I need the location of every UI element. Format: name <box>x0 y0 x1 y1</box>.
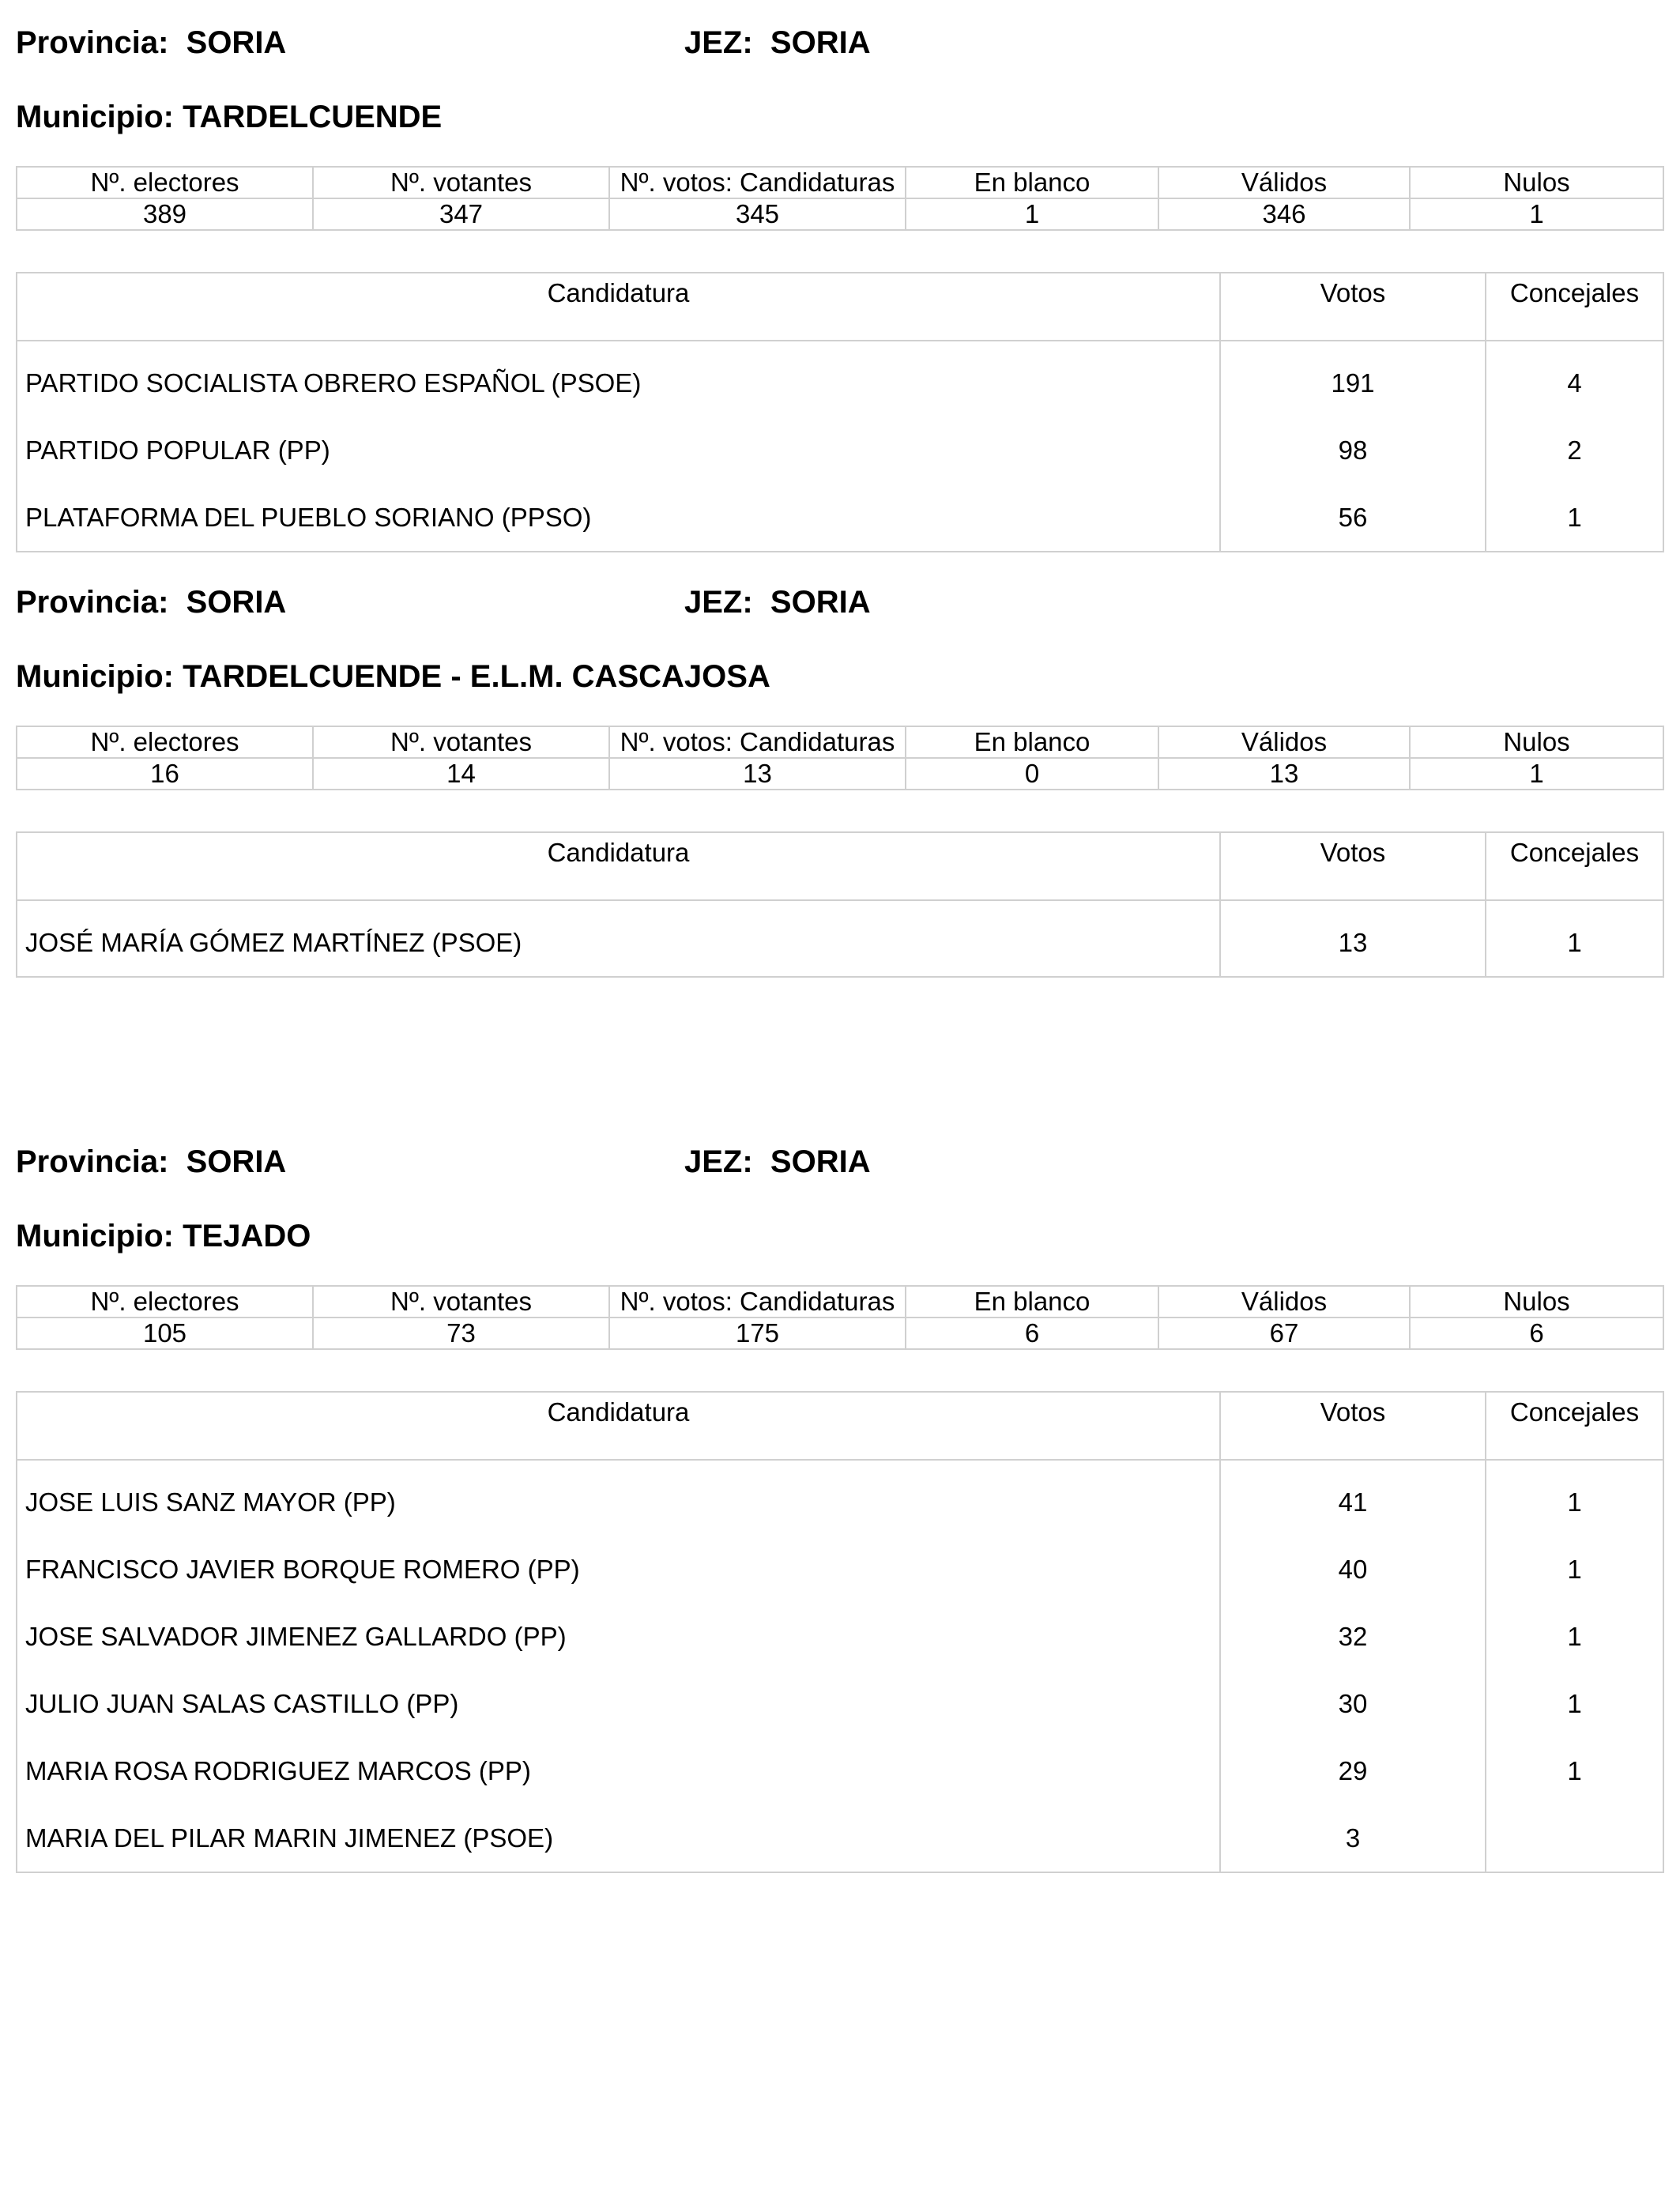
votos-value: 40 <box>1220 1536 1486 1603</box>
provincia-header <box>16 24 286 62</box>
concejales-value: 1 <box>1486 484 1663 552</box>
municipio-header <box>16 658 770 696</box>
votos-value: 41 <box>1220 1460 1486 1536</box>
municipio-header <box>16 98 442 136</box>
stats-value-cell: 105 <box>17 1318 313 1349</box>
stats-value-cell: 175 <box>609 1318 906 1349</box>
municipio-header <box>16 1217 311 1255</box>
stats-header-row <box>17 167 1663 198</box>
candidatura-row <box>17 1737 1663 1804</box>
stats-value-cell: 1 <box>1410 198 1663 230</box>
candidatura-header-row <box>17 273 1663 341</box>
provincia-header-value: SORIA <box>186 1144 287 1179</box>
stats-value-row <box>17 1318 1663 1349</box>
stats-header-cell: Válidos <box>1158 1286 1410 1318</box>
municipio-block <box>16 0 1663 553</box>
stats-header-cell: Nulos <box>1410 167 1663 198</box>
stats-value-cell: 0 <box>906 758 1158 790</box>
candidatura-row <box>17 1603 1663 1670</box>
municipio-header-value: TARDELCUENDE <box>183 100 443 134</box>
stats-value-cell: 1 <box>1410 758 1663 790</box>
candidatura-header-cell: Candidatura <box>17 1392 1220 1460</box>
municipio-header-label: Municipio: <box>16 1219 174 1253</box>
stats-header-row <box>17 1286 1663 1318</box>
stats-value-cell: 6 <box>1410 1318 1663 1349</box>
jez-header <box>684 24 871 62</box>
votos-value: 98 <box>1220 417 1486 484</box>
municipio-header-value: TARDELCUENDE - E.L.M. CASCAJOSA <box>183 659 770 694</box>
candidatura-table <box>16 1391 1664 1873</box>
stats-table <box>16 1285 1664 1350</box>
jez-header-value: SORIA <box>770 1144 871 1179</box>
concejales-value: 1 <box>1486 1737 1663 1804</box>
stats-value-cell: 13 <box>609 758 906 790</box>
stats-value-cell: 389 <box>17 198 313 230</box>
stats-header-cell: Nº. votos: Candidaturas <box>609 1286 906 1318</box>
provincia-header-value: SORIA <box>186 25 287 60</box>
candidatura-name: MARIA ROSA RODRIGUEZ MARCOS (PP) <box>17 1737 1220 1804</box>
stats-header-cell: Nº. votantes <box>313 167 609 198</box>
votos-value: 13 <box>1220 900 1486 977</box>
concejales-value: 1 <box>1486 1536 1663 1603</box>
jez-header <box>684 583 871 621</box>
candidatura-name: JULIO JUAN SALAS CASTILLO (PP) <box>17 1670 1220 1737</box>
candidatura-row <box>17 900 1663 977</box>
stats-value-cell: 67 <box>1158 1318 1410 1349</box>
provincia-header <box>16 583 286 621</box>
provincia-header <box>16 1143 286 1181</box>
candidatura-row <box>17 1536 1663 1603</box>
votos-value: 29 <box>1220 1737 1486 1804</box>
stats-header-cell: Válidos <box>1158 167 1410 198</box>
stats-value-cell: 1 <box>906 198 1158 230</box>
stats-header-cell: Nº. electores <box>17 167 313 198</box>
provincia-header-label: Provincia: <box>16 1144 169 1179</box>
candidatura-name: FRANCISCO JAVIER BORQUE ROMERO (PP) <box>17 1536 1220 1603</box>
provincia-header-label: Provincia: <box>16 25 169 60</box>
votos-value: 32 <box>1220 1603 1486 1670</box>
jez-header <box>684 1143 871 1181</box>
candidatura-name: MARIA DEL PILAR MARIN JIMENEZ (PSOE) <box>17 1804 1220 1872</box>
candidatura-name: PLATAFORMA DEL PUEBLO SORIANO (PPSO) <box>17 484 1220 552</box>
provincia-header-label: Provincia: <box>16 585 169 620</box>
candidatura-row <box>17 1670 1663 1737</box>
candidatura-header-cell: Votos <box>1220 1392 1486 1460</box>
stats-value-cell: 6 <box>906 1318 1158 1349</box>
candidatura-row <box>17 484 1663 552</box>
candidatura-name: JOSE LUIS SANZ MAYOR (PP) <box>17 1460 1220 1536</box>
stats-header-cell: Nº. votantes <box>313 1286 609 1318</box>
candidatura-header-cell: Votos <box>1220 273 1486 341</box>
jez-header-label: JEZ: <box>684 585 753 620</box>
municipio-block <box>16 560 1663 1113</box>
stats-value-cell: 14 <box>313 758 609 790</box>
candidatura-name: JOSÉ MARÍA GÓMEZ MARTÍNEZ (PSOE) <box>17 900 1220 977</box>
concejales-value: 1 <box>1486 1670 1663 1737</box>
jez-header-label: JEZ: <box>684 1144 753 1179</box>
stats-value-cell: 345 <box>609 198 906 230</box>
candidatura-row <box>17 417 1663 484</box>
provincia-header-value: SORIA <box>186 585 287 620</box>
concejales-value: 4 <box>1486 341 1663 417</box>
stats-value-row <box>17 198 1663 230</box>
municipio-header-label: Municipio: <box>16 100 174 134</box>
candidatura-header-row <box>17 832 1663 900</box>
stats-value-cell: 73 <box>313 1318 609 1349</box>
stats-value-cell: 346 <box>1158 198 1410 230</box>
stats-header-row <box>17 726 1663 758</box>
municipio-header-label: Municipio: <box>16 659 174 694</box>
candidatura-table <box>16 272 1664 552</box>
candidatura-header-cell: Votos <box>1220 832 1486 900</box>
jez-header-label: JEZ: <box>684 25 753 60</box>
candidatura-header-row <box>17 1392 1663 1460</box>
stats-value-row <box>17 758 1663 790</box>
candidatura-row <box>17 341 1663 417</box>
stats-header-cell: En blanco <box>906 1286 1158 1318</box>
concejales-value: 1 <box>1486 1460 1663 1536</box>
candidatura-header-cell: Candidatura <box>17 273 1220 341</box>
stats-header-cell: Válidos <box>1158 726 1410 758</box>
votos-value: 56 <box>1220 484 1486 552</box>
concejales-value: 1 <box>1486 1603 1663 1670</box>
concejales-value: 2 <box>1486 417 1663 484</box>
stats-header-cell: Nº. votos: Candidaturas <box>609 167 906 198</box>
municipio-block <box>16 1119 1663 1853</box>
jez-header-value: SORIA <box>770 25 871 60</box>
candidatura-header-cell: Concejales <box>1486 832 1663 900</box>
municipio-header-value: TEJADO <box>183 1219 311 1253</box>
candidatura-header-cell: Concejales <box>1486 1392 1663 1460</box>
candidatura-name: PARTIDO SOCIALISTA OBRERO ESPAÑOL (PSOE) <box>17 341 1220 417</box>
concejales-value <box>1486 1804 1663 1872</box>
candidatura-row <box>17 1804 1663 1872</box>
candidatura-name: JOSE SALVADOR JIMENEZ GALLARDO (PP) <box>17 1603 1220 1670</box>
jez-header-value: SORIA <box>770 585 871 620</box>
stats-header-cell: Nº. votos: Candidaturas <box>609 726 906 758</box>
stats-header-cell: Nº. votantes <box>313 726 609 758</box>
stats-header-cell: Nulos <box>1410 726 1663 758</box>
stats-value-cell: 16 <box>17 758 313 790</box>
stats-header-cell: Nº. electores <box>17 726 313 758</box>
stats-header-cell: En blanco <box>906 167 1158 198</box>
votos-value: 30 <box>1220 1670 1486 1737</box>
stats-header-cell: En blanco <box>906 726 1158 758</box>
stats-table <box>16 726 1664 790</box>
candidatura-header-cell: Candidatura <box>17 832 1220 900</box>
candidatura-header-cell: Concejales <box>1486 273 1663 341</box>
concejales-value: 1 <box>1486 900 1663 977</box>
stats-value-cell: 13 <box>1158 758 1410 790</box>
votos-value: 3 <box>1220 1804 1486 1872</box>
stats-table <box>16 166 1664 231</box>
stats-header-cell: Nulos <box>1410 1286 1663 1318</box>
candidatura-row <box>17 1460 1663 1536</box>
stats-header-cell: Nº. electores <box>17 1286 313 1318</box>
candidatura-name: PARTIDO POPULAR (PP) <box>17 417 1220 484</box>
candidatura-table <box>16 831 1664 978</box>
stats-value-cell: 347 <box>313 198 609 230</box>
votos-value: 191 <box>1220 341 1486 417</box>
